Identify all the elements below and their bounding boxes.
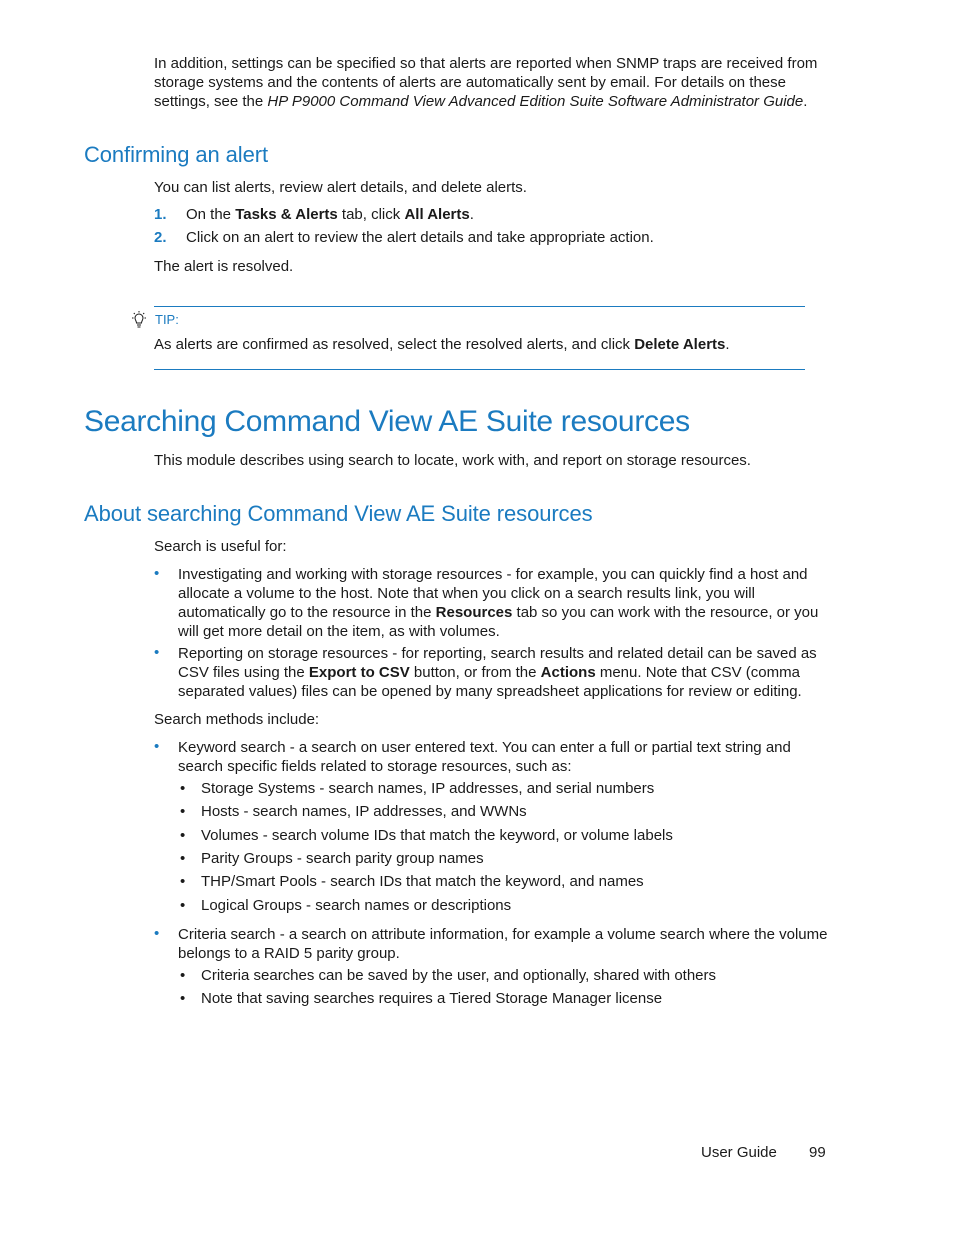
searching-heading: Searching Command View AE Suite resources — [84, 405, 690, 438]
step-number: 2. — [154, 229, 167, 246]
searching-intro: This module describes using search to locate, work with, and report on storage resources. — [154, 452, 751, 469]
bullet-text: Investigating and working with storage resources - for example, you can quickly find a host and allocate a volume to the host. Note that when you click on a search results link, you will automatically go to the resource in the Resources tab so you can work with the resource, or you will get more detail on the item, as with volumes. — [178, 566, 819, 640]
step-number: 1. — [154, 206, 167, 223]
confirming-result: The alert is resolved. — [154, 258, 294, 275]
tip-bottom-rule — [154, 369, 805, 370]
guide-title: HP P9000 Command View Advanced Edition Suite Software Administrator Guide — [267, 93, 804, 110]
step-text: Click on an alert to review the alert details and take appropriate action. — [186, 229, 654, 246]
confirming-heading: Confirming an alert — [84, 142, 268, 167]
bullet-icon: • — [154, 925, 160, 942]
bullet-icon: • — [154, 738, 160, 755]
about-heading: About searching Command View AE Suite resources — [84, 501, 593, 526]
page-number: 99 — [809, 1144, 826, 1161]
criteria-search-text: Criteria search - a search on attribute information, for example a volume search where the volume belongs to a RAID 5 parity group. — [178, 926, 828, 962]
bullet-icon: • — [154, 565, 160, 582]
tip-label: TIP: — [155, 312, 179, 327]
lightbulb-icon — [130, 310, 148, 330]
intro-paragraph: In addition, settings can be specified so that alerts are reported when SNMP traps are received from storage systems and the contents of alerts are automatically sent by email. For details on these settings, see the HP P9000 Command View Advanced Edition Suite Software Administrator Guide. — [154, 55, 818, 110]
bullet-text: Reporting on storage resources - for reporting, search results and related detail can be saved as CSV files using the Export to CSV button, or from the Actions menu. Note that CSV (comma separated values) files can be opened by many spreadsheet applications for review or editing. — [178, 645, 817, 700]
keyword-search-text: Keyword search - a search on user entered text. You can enter a full or partial text string and search specific fields related to storage resources, such as: — [178, 739, 791, 775]
bullet-icon: • — [154, 644, 160, 661]
footer-guide-label: User Guide — [701, 1144, 777, 1161]
tip-text: As alerts are confirmed as resolved, select the resolved alerts, and click Delete Alerts. — [154, 336, 730, 353]
confirming-intro: You can list alerts, review alert details, and delete alerts. — [154, 179, 527, 196]
step-text: On the Tasks & Alerts tab, click All Alerts. — [186, 206, 474, 223]
tip-top-rule — [154, 306, 805, 307]
methods-intro: Search methods include: — [154, 711, 320, 728]
useful-for: Search is useful for: — [154, 538, 287, 555]
